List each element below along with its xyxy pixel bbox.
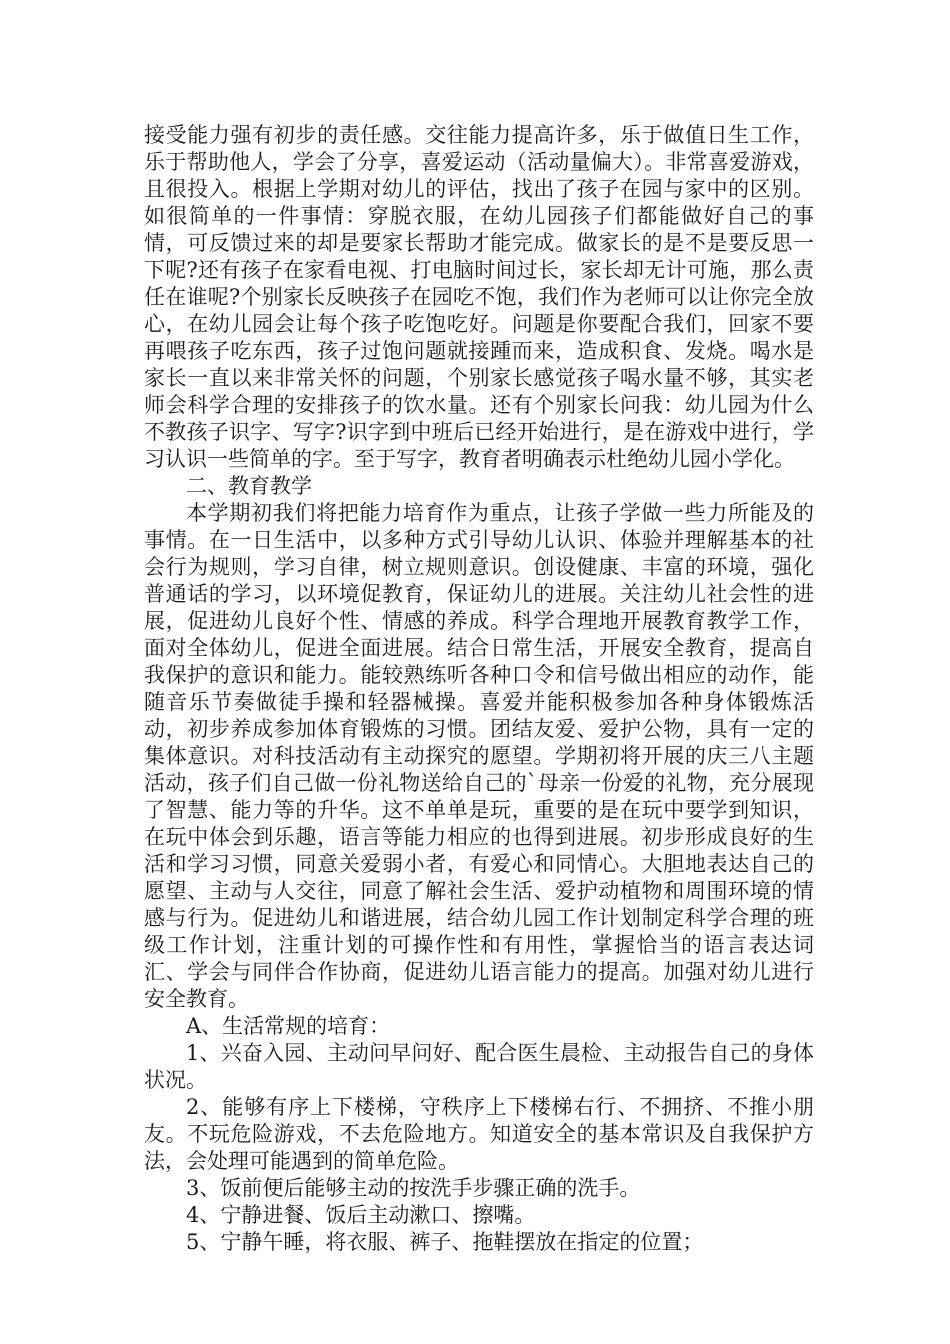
list-item-1: 1、兴奋入园、主动问早问好、配合医生晨检、主动报告自己的身体状况。: [144, 1041, 814, 1092]
list-item-5: 5、宁静午睡，将衣服、裤子、拖鞋摆放在指定的位置；: [186, 1230, 704, 1254]
paragraph-education-teaching: 本学期初我们将把能力培育作为重点，让孩子学做一些力所能及的事情。在一日生活中，以多种方式引导幼儿认识、体验并理解基本的社会行为规则，学习自律，树立规则意识。创设健康、丰富的环境，强化普通话的学习，以环境促教育，保证幼儿的进展。关注幼儿社会性的进展，促进幼儿良好个性、情感的养成。科学合理地开展教育教学工作，面对全体幼儿，促进全面进展。结合日常生活，开展安全教育，提高自我保护的意识和能力。能较熟练听各种口令和信号做出相应的动作，能随音乐节奏做徒手操和轻器械操。喜爱并能积极参加各种身体锻炼活动，初步养成参加体育锻炼的习惯。团结友爱、爱护公物，具有一定的集体意识。对科技活动有主动探究的愿望。学期初将开展的庆三八主题活动，孩子们自己做一份礼物送给自己的`母亲一份爱的礼物，充分展现了智慧、能力等的升华。这不单单是玩，重要的是在玩中要学到知识，在玩中体会到乐趣，语言等能力相应的也得到进展。初步形成良好的生活和学习习惯，同意关爱弱小者，有爱心和同情心。大胆地表达自己的愿望、主动与人交往，同意了解社会生活、爱护动植物和周围环境的情感与行为。促进幼儿和谐进展，结合幼儿园工作计划制定科学合理的班级工作计划，注重计划的可操作性和有用性，掌握恰当的语言表达词汇、学会与同伴合作协商，促进幼儿语言能力的提高。加强对幼儿进行安全教育。: [144, 501, 814, 1011]
document-body: [144, 122, 814, 1256]
list-item-2: 2、能够有序上下楼梯，守秩序上下楼梯右行、不拥挤、不推小朋友。不玩危险游戏，不去危险地方。知道安全的基本常识及自我保护方法，会处理可能遇到的简单危险。: [144, 1095, 814, 1173]
list-item-4: 4、宁静进餐、饭后主动漱口、擦嘴。: [186, 1203, 536, 1227]
paragraph-parent-feedback: 接受能力强有初步的责任感。交往能力提高许多，乐于做值日生工作，乐于帮助他人，学会了分享，喜爱运动（活动量偏大）。非常喜爱游戏，且很投入。根据上学期对幼儿的评估，找出了孩子在园与家中的区别。如很简单的一件事情：穿脱衣服，在幼儿园孩子们都能做好自己的事情，可反馈过来的却是要家长帮助才能完成。做家长的是不是要反思一下呢?还有孩子在家看电视、打电脑时间过长，家长却无计可施，那么责任在谁呢?个别家长反映孩子在园吃不饱，我们作为老师可以让你完全放心，在幼儿园会让每个孩子吃饱吃好。问题是你要配合我们，回家不要再喂孩子吃东西，孩子过饱问题就接踵而来，造成积食、发烧。喝水是家长一直以来非常关怀的问题，个别家长感觉孩子喝水量不够，其实老师会科学合理的安排孩子的饮水量。还有个别家长问我：幼儿园为什么不教孩子识字、写字?识字到中班后已经开始进行，是在游戏中进行，学习认识一些简单的字。至于写字，教育者明确表示杜绝幼儿园小学化。: [144, 123, 814, 471]
section-heading-education: 二、教育教学: [186, 474, 312, 498]
subheading-daily-routine: A、生活常规的培育：: [186, 1014, 391, 1038]
list-item-3: 3、饭前便后能够主动的按洗手步骤正确的洗手。: [186, 1176, 641, 1200]
